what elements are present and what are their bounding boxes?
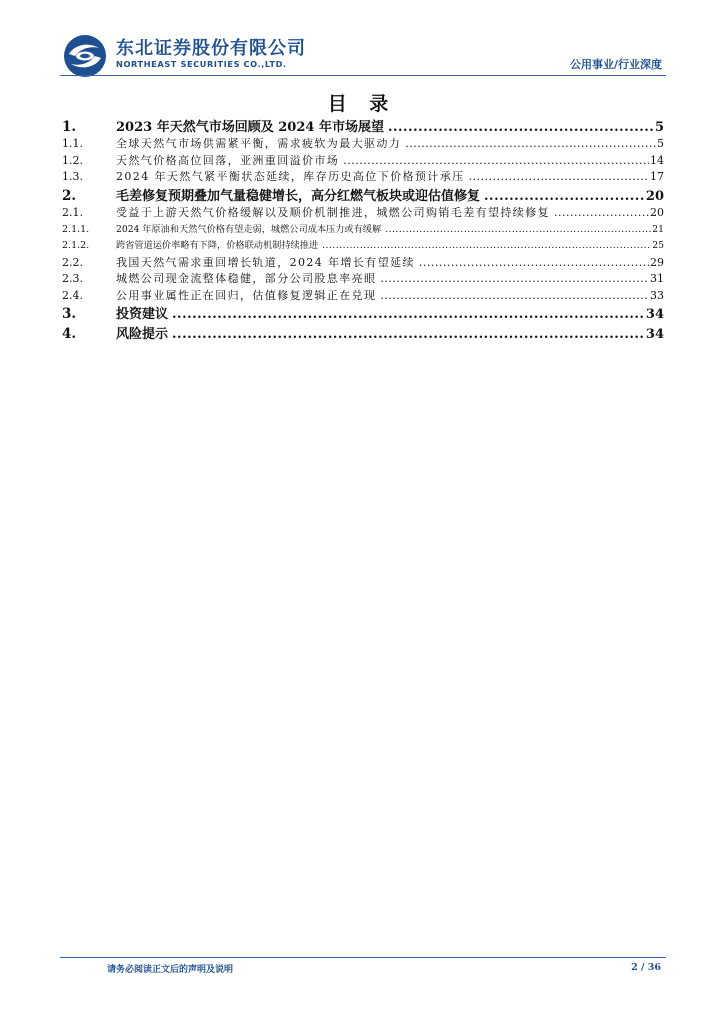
toc-entry[interactable] bbox=[62, 221, 664, 238]
toc-entry-number: 1.2. bbox=[62, 153, 83, 167]
toc-leader-dots bbox=[380, 289, 649, 302]
toc-entry-page: 34 bbox=[645, 326, 664, 342]
toc-entry-page: 14 bbox=[650, 153, 664, 167]
toc-entry[interactable] bbox=[62, 116, 664, 135]
toc-entry-title: 2023 年天然气市场回顾及 2024 年市场展望 bbox=[116, 120, 384, 135]
toc-entry-title: 毛差修复预期叠加气量稳健增长，高分红燃气板块或迎估值修复 bbox=[116, 188, 481, 204]
toc-leader-dots bbox=[419, 256, 649, 269]
toc-leader-dots bbox=[343, 154, 649, 167]
toc-entry-number: 2.4. bbox=[62, 288, 83, 302]
toc-entry[interactable] bbox=[62, 152, 664, 169]
toc-entry-number: 1.3. bbox=[62, 170, 83, 184]
toc-leader-dots bbox=[405, 137, 656, 150]
toc-entry-title: 公用事业属性正在回归，估值修复逻辑正在兑现 bbox=[116, 288, 377, 302]
toc-leader-dots bbox=[322, 240, 651, 251]
toc-entry-number: 3. bbox=[62, 306, 77, 323]
toc-entry-title: 我国天然气需求重回增长轨道，2024 年增长有望延续 bbox=[116, 255, 415, 269]
toc-entry-number: 2.1.1. bbox=[62, 223, 90, 235]
toc-entry-page: 25 bbox=[652, 240, 664, 252]
toc-entry[interactable] bbox=[62, 168, 664, 185]
toc-entry-page: 29 bbox=[650, 255, 664, 269]
toc-entry-title: 2024 年原油和天然气价格有望走弱，城燃公司成本压力或有缓解 bbox=[116, 223, 382, 235]
toc-title: 目 录 bbox=[327, 93, 397, 115]
toc-entry-page: 5 bbox=[657, 137, 664, 151]
toc-entry-title: 全球天然气市场供需紧平衡，需求疲软为最大驱动力 bbox=[116, 137, 402, 151]
toc-entry-page: 5 bbox=[654, 120, 664, 135]
toc-entry[interactable] bbox=[62, 185, 664, 204]
page-header bbox=[0, 0, 724, 80]
toc-entry[interactable] bbox=[62, 287, 664, 304]
toc-entry-page: 21 bbox=[652, 223, 664, 235]
toc-entry-number: 2.1. bbox=[62, 206, 83, 220]
toc-entry-title: 风险提示 bbox=[116, 326, 169, 342]
company-name-cn: 东北证券股份有限公司 bbox=[116, 38, 306, 59]
toc-leader-dots bbox=[380, 272, 649, 285]
toc-entry[interactable] bbox=[62, 135, 664, 152]
toc-entry-title: 2024 年天然气紧平衡状态延续，库存历史高位下价格预计承压 bbox=[116, 170, 465, 184]
toc-entry[interactable] bbox=[62, 323, 664, 342]
toc-entry[interactable] bbox=[62, 237, 664, 254]
toc-entry-number: 2.2. bbox=[62, 255, 83, 269]
toc-leader-dots bbox=[172, 327, 645, 342]
table-of-contents bbox=[62, 116, 664, 342]
toc-entry[interactable] bbox=[62, 204, 664, 221]
toc-entry-number: 1.1. bbox=[62, 137, 83, 151]
toc-leader-dots bbox=[554, 206, 649, 219]
footer-divider bbox=[60, 957, 666, 958]
toc-entry-number: 1. bbox=[62, 119, 77, 135]
toc-leader-dots bbox=[388, 120, 654, 135]
northeast-securities-logo-icon bbox=[63, 34, 107, 78]
page-number: 2 / 36 bbox=[631, 962, 661, 973]
toc-entry[interactable] bbox=[62, 254, 664, 271]
toc-entry-number: 2.3. bbox=[62, 272, 83, 286]
report-category: 公用事业/行业深度 bbox=[569, 58, 662, 71]
toc-leader-dots bbox=[469, 170, 650, 183]
toc-entry-page: 20 bbox=[645, 188, 664, 204]
toc-entry-title: 天然气价格高位回落，亚洲重回溢价市场 bbox=[116, 153, 340, 167]
toc-leader-dots bbox=[484, 189, 645, 204]
header-divider bbox=[60, 75, 666, 76]
company-name-en: NORTHEAST SECURITIES CO.,LTD. bbox=[116, 59, 287, 69]
toc-entry-page: 34 bbox=[645, 307, 664, 323]
toc-leader-dots bbox=[385, 224, 651, 235]
toc-entry[interactable] bbox=[62, 270, 664, 287]
toc-entry-number: 4. bbox=[62, 325, 77, 342]
toc-entry-title: 跨省管道运价率略有下降，价格联动机制持续推进 bbox=[116, 240, 319, 252]
toc-entry[interactable] bbox=[62, 303, 664, 322]
toc-entry-number: 2. bbox=[62, 187, 77, 204]
toc-entry-page: 20 bbox=[650, 206, 664, 220]
toc-entry-title: 受益于上游天然气价格缓解以及顺价机制推进，城燃公司购销毛差有望持续修复 bbox=[116, 206, 550, 220]
toc-entry-title: 城燃公司现金流整体稳健，部分公司股息率亮眼 bbox=[116, 272, 377, 286]
toc-entry-page: 17 bbox=[650, 170, 664, 184]
footer-disclaimer: 请务必阅读正文后的声明及说明 bbox=[107, 965, 234, 975]
toc-entry-title: 投资建议 bbox=[116, 307, 169, 323]
toc-entry-page: 31 bbox=[650, 272, 664, 286]
toc-entry-number: 2.1.2. bbox=[62, 240, 90, 252]
toc-leader-dots bbox=[172, 307, 645, 322]
toc-entry-page: 33 bbox=[650, 288, 664, 302]
